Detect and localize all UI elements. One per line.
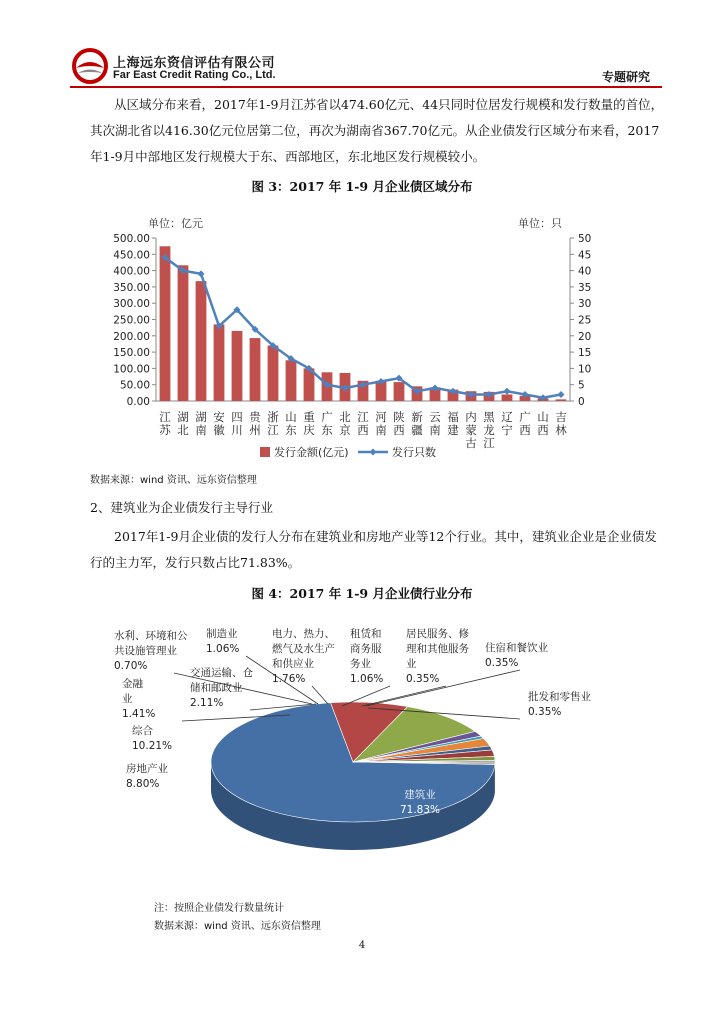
fig3-left-tick-label: 50.00 bbox=[119, 379, 150, 392]
fig3-right-tick-label: 30 bbox=[578, 298, 592, 311]
fig4-slice-name-label: 电力、热力、 bbox=[272, 628, 335, 640]
fig4-slice-pct-label: 10.21% bbox=[132, 740, 173, 752]
fig3-right-tick-label: 25 bbox=[578, 314, 592, 327]
fig4-slice-pct-label: 0.35% bbox=[485, 657, 519, 669]
fig3-right-tick-label: 15 bbox=[578, 347, 592, 360]
fig3-line-point bbox=[504, 388, 511, 395]
fig4-slice-pct-label: 0.35% bbox=[528, 706, 562, 718]
fig4-chart bbox=[90, 612, 630, 892]
fig3-left-tick-label: 450.00 bbox=[113, 249, 150, 262]
fig4-source: 数据来源：wind 资讯、远东资信整理 bbox=[154, 921, 321, 932]
fig3-category-label: 西 bbox=[537, 423, 549, 437]
fig3-category-label: 州 bbox=[249, 423, 261, 437]
fig3-category-label: 古 bbox=[465, 436, 477, 450]
fig3-right-tick-label: 35 bbox=[578, 281, 592, 294]
fig3-category-label: 广 bbox=[519, 410, 531, 424]
fig3-category-label: 新 bbox=[411, 410, 423, 424]
fig3-category-label: 云 bbox=[429, 410, 441, 424]
fig3-category-label: 湖 bbox=[177, 410, 189, 424]
page-number: 4 bbox=[358, 940, 366, 951]
fig3-bar bbox=[196, 281, 207, 401]
intro-paragraph: 从区域分布来看，2017年1-9月江苏省以474.60亿元、44只同时位居发行规模和发行数量的首位，其次湖北省以416.30亿元位居第二位，再次为湖南省367.70亿元。从企业债发行区域分布来看，2017年1-9月中部地区发行规模大于东、西部地区，东北地区发行规模较小。 bbox=[90, 97, 664, 164]
section2-heading: 2、建筑业为企业债发行主导行业 bbox=[90, 500, 273, 515]
fig3-bar bbox=[268, 346, 279, 401]
fig3-category-label: 广 bbox=[321, 410, 333, 424]
company-name-en: Far East Credit Rating Co., Ltd. bbox=[113, 69, 276, 81]
fig3-category-label: 江 bbox=[267, 423, 279, 437]
fig3-category-label: 北 bbox=[177, 423, 189, 437]
fig3-bar bbox=[214, 324, 225, 401]
fig4-slice-name-label: 水利、环境和公 bbox=[114, 630, 188, 642]
fig3-category-label: 林 bbox=[555, 423, 567, 437]
section-label: 专题研究 bbox=[601, 70, 650, 84]
section2-paragraph: 2017年1-9月企业债的发行人分布在建筑业和房地产业等12个行业。其中，建筑业企业是企业债发行的主力军，发行只数占比71.83%。 bbox=[90, 529, 657, 570]
fig3-category-label: 宁 bbox=[501, 423, 513, 437]
fig3-legend-bar-swatch bbox=[260, 447, 270, 457]
fig3-category-label: 内 bbox=[465, 410, 477, 424]
fig3-category-label: 湖 bbox=[195, 410, 207, 424]
fig3-category-label: 陕 bbox=[393, 410, 405, 424]
fig3-category-label: 浙 bbox=[267, 410, 279, 424]
fig3-category-label: 南 bbox=[375, 423, 387, 437]
company-name-cn: 上海远东资信评估有限公司 bbox=[113, 56, 276, 71]
fig3-right-tick-label: 20 bbox=[578, 330, 592, 343]
fig3-category-label: 西 bbox=[357, 423, 369, 437]
fig3-category-label: 四 bbox=[231, 410, 243, 424]
fig4-slice-name-label: 租赁和 bbox=[350, 628, 382, 640]
fig3-category-label: 徽 bbox=[213, 423, 225, 437]
fig3-line-point bbox=[558, 391, 565, 398]
fig3-category-label: 庆 bbox=[303, 423, 315, 437]
fig3-left-tick-label: 250.00 bbox=[113, 314, 150, 327]
fig3-category-label: 江 bbox=[483, 436, 495, 450]
fig3-category-label: 辽 bbox=[501, 410, 513, 424]
fig3-right-axis-title: 单位：只 bbox=[518, 217, 562, 230]
fig4-slice-pct-label: 1.06% bbox=[350, 673, 384, 685]
fig4-slice-name-label: 综合 bbox=[132, 725, 153, 737]
company-logo bbox=[70, 46, 110, 86]
fig3-left-tick-label: 0.00 bbox=[126, 396, 150, 408]
fig3-bar bbox=[502, 394, 513, 401]
fig3-legend-bar-label: 发行金额(亿元) bbox=[274, 446, 349, 459]
fig3-left-tick-label: 300.00 bbox=[113, 298, 150, 311]
fig3-category-label: 江 bbox=[357, 410, 369, 424]
fig3-left-tick-label: 400.00 bbox=[113, 265, 150, 278]
fig3-category-label: 河 bbox=[375, 410, 387, 424]
fig3-category-label: 江 bbox=[159, 410, 171, 424]
fig3-category-label: 南 bbox=[195, 423, 207, 437]
fig3-category-label: 西 bbox=[393, 423, 405, 437]
fig3-category-label: 吉 bbox=[555, 410, 567, 424]
fig4-slice-name-label: 金融 bbox=[122, 678, 143, 690]
fig4-slice-name-label: 业 bbox=[406, 658, 417, 670]
fig4-slice-name-label: 住宿和餐饮业 bbox=[485, 642, 548, 654]
fig4-slice-pct-label: 1.06% bbox=[206, 643, 240, 655]
fig3-category-label: 山 bbox=[285, 410, 297, 424]
fig3-right-tick-label: 0 bbox=[578, 396, 585, 408]
fig3-category-label: 东 bbox=[285, 423, 297, 437]
fig3-category-label: 疆 bbox=[411, 423, 423, 437]
fig3-legend-line-label: 发行只数 bbox=[392, 446, 436, 459]
fig4-slice-name-label: 批发和零售业 bbox=[528, 691, 591, 703]
fig3-category-label: 山 bbox=[537, 410, 549, 424]
fig4-slice-name-label: 房地产业 bbox=[126, 763, 168, 775]
fig4-leader-line bbox=[362, 686, 446, 706]
fig4-title: 图 4：2017 年 1-9 月企业债行业分布 bbox=[251, 586, 473, 601]
fig3-left-tick-label: 500.00 bbox=[113, 233, 150, 245]
fig3-right-tick-label: 50 bbox=[578, 233, 592, 245]
fig3-bar bbox=[160, 246, 171, 401]
fig4-slice-pct-label: 71.83% bbox=[399, 804, 441, 816]
fig4-slice-pct-label: 8.80% bbox=[126, 778, 160, 790]
header-divider bbox=[70, 86, 662, 88]
fig3-category-label: 南 bbox=[429, 423, 441, 437]
fig3-category-label: 黑 bbox=[483, 410, 495, 424]
fig4-slice-pct-label: 0.35% bbox=[406, 673, 440, 685]
fig3-category-label: 龙 bbox=[483, 423, 495, 437]
fig3-line-point bbox=[198, 270, 205, 277]
fig4-slice-name-label: 制造业 bbox=[206, 628, 238, 640]
fig3-category-label: 建 bbox=[447, 423, 459, 437]
fig4-slice-pct-label: 1.76% bbox=[272, 673, 306, 685]
fig3-left-tick-label: 350.00 bbox=[113, 281, 150, 294]
fig4-slice-name-label: 共设施管理业 bbox=[114, 645, 177, 657]
fig4-slice-name-label: 和供应业 bbox=[272, 658, 314, 670]
fig3-bar bbox=[232, 331, 243, 401]
fig4-slice-name-label: 业 bbox=[122, 693, 133, 705]
fig4-slice-name-label: 理和其他服务 bbox=[406, 643, 469, 655]
fig3-category-label: 苏 bbox=[159, 423, 171, 437]
fig4-slice-name-label: 建筑业 bbox=[404, 789, 436, 801]
fig3-category-label: 东 bbox=[321, 423, 333, 437]
fig4-slice-name-label: 商务服 bbox=[350, 643, 382, 655]
fig3-chart bbox=[90, 210, 620, 470]
fig4-slice-name-label: 居民服务、修 bbox=[406, 628, 469, 640]
fig3-category-label: 重 bbox=[303, 410, 315, 424]
fig3-legend-line-marker bbox=[370, 449, 377, 456]
fig3-bar bbox=[394, 382, 405, 401]
fig3-left-tick-label: 200.00 bbox=[113, 330, 150, 343]
fig3-category-label: 蒙 bbox=[465, 423, 477, 437]
fig3-left-axis-title: 单位：亿元 bbox=[148, 217, 203, 230]
fig4-slice-pct-label: 2.11% bbox=[190, 697, 224, 709]
fig4-slice-pct-label: 1.41% bbox=[122, 708, 156, 720]
fig3-category-label: 川 bbox=[231, 423, 243, 437]
fig3-bar bbox=[556, 399, 567, 401]
fig3-right-tick-label: 40 bbox=[578, 265, 592, 278]
fig4-leader-line bbox=[366, 670, 520, 706]
fig3-left-tick-label: 100.00 bbox=[113, 363, 150, 376]
fig4-slice-name-label: 交通运输、仓 bbox=[190, 667, 253, 679]
fig4-slice-name-label: 储和邮政业 bbox=[190, 682, 243, 694]
fig3-category-label: 京 bbox=[339, 423, 351, 437]
fig4-note: 注：按照企业债发行数量统计 bbox=[154, 903, 284, 914]
fig3-bar bbox=[250, 338, 261, 401]
fig3-category-label: 西 bbox=[519, 423, 531, 437]
fig3-bar bbox=[178, 265, 189, 401]
fig3-category-label: 安 bbox=[213, 410, 225, 424]
fig3-right-tick-label: 45 bbox=[578, 249, 592, 262]
fig3-title: 图 3：2017 年 1-9 月企业债区域分布 bbox=[251, 179, 473, 194]
fig3-bar bbox=[286, 360, 297, 401]
fig3-category-label: 北 bbox=[339, 410, 351, 424]
fig3-right-tick-label: 10 bbox=[578, 363, 592, 376]
fig4-slice-pct-label: 0.70% bbox=[114, 660, 148, 672]
fig4-slice-name-label: 务业 bbox=[350, 658, 371, 670]
fig3-category-label: 贵 bbox=[249, 410, 261, 424]
fig3-source: 数据来源：wind 资讯、远东资信整理 bbox=[90, 475, 257, 486]
fig3-category-label: 福 bbox=[447, 410, 459, 424]
fig4-slice-name-label: 燃气及水生产 bbox=[272, 643, 335, 655]
fig3-right-tick-label: 5 bbox=[578, 379, 585, 392]
fig3-left-tick-label: 150.00 bbox=[113, 347, 150, 360]
